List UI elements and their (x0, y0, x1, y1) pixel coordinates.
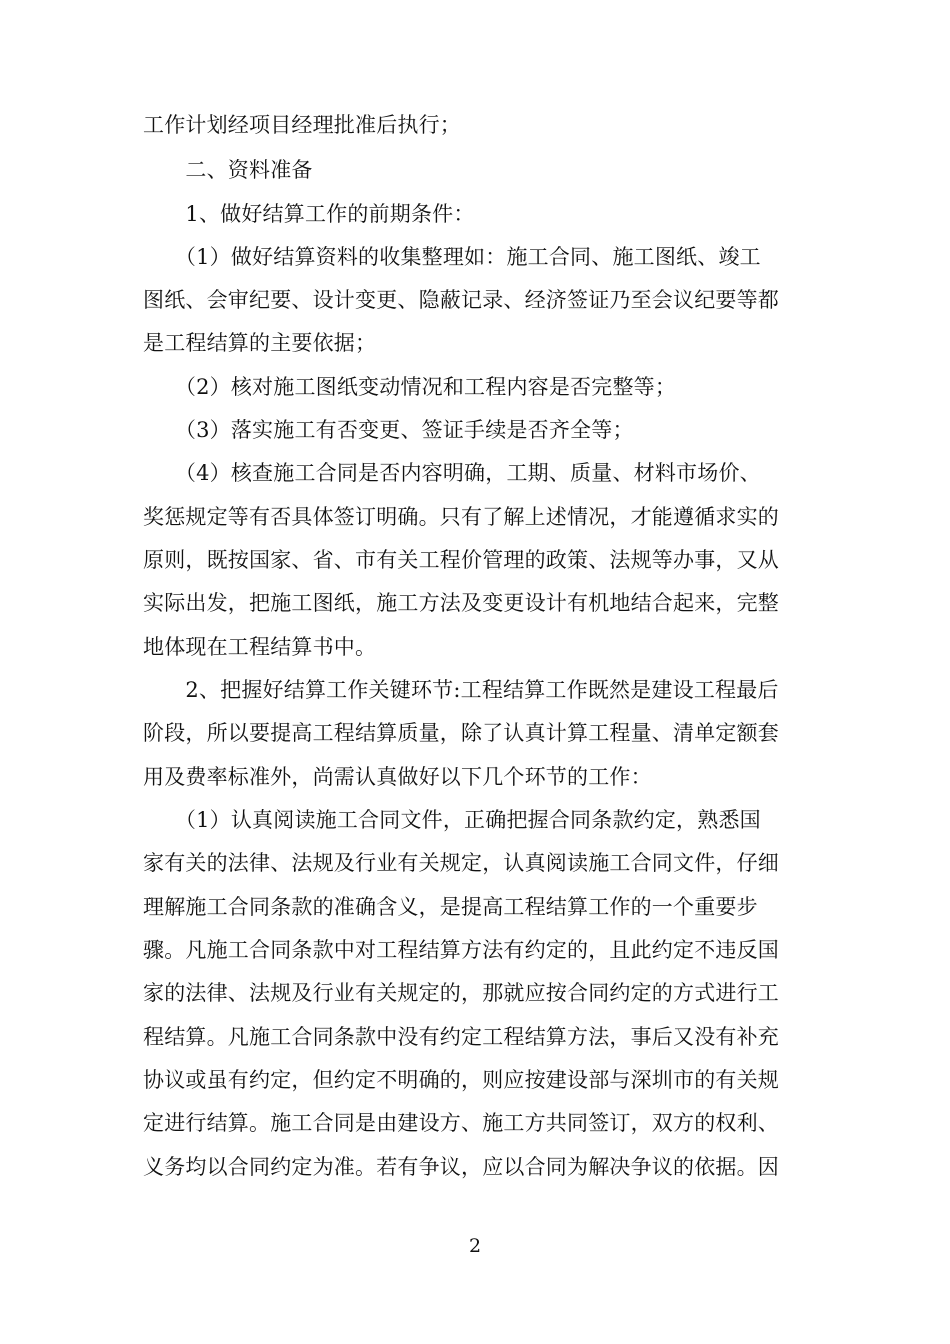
text-line: （4）核查施工合同是否内容明确，工期、质量、材料市场价、 (143, 461, 761, 485)
text-line: 骤。凡施工合同条款中对工程结算方法有约定的，且此约定不违反国 (143, 938, 779, 962)
text-line: 家有关的法律、法规及行业有关规定，认真阅读施工合同文件，仔细 (143, 851, 779, 875)
text-line: 定进行结算。施工合同是由建设方、施工方共同签订，双方的权利、 (143, 1111, 779, 1135)
text-line: 工作计划经项目经理批准后执行； (143, 113, 461, 137)
text-line: （2）核对施工图纸变动情况和工程内容是否完整等； (143, 375, 677, 399)
text-line: 用及费率标准外，尚需认真做好以下几个环节的工作： (143, 765, 652, 789)
subsection-heading: 2、把握好结算工作关键环节:工程结算工作既然是建设工程最后 (143, 678, 779, 702)
text-line: （3）落实施工有否变更、签证手续是否齐全等； (143, 418, 634, 442)
text-line: 阶段，所以要提高工程结算质量，除了认真计算工程量、清单定额套 (143, 721, 779, 745)
text-line: 地体现在工程结算书中。 (143, 635, 377, 659)
text-line: 程结算。凡施工合同条款中没有约定工程结算方法，事后又没有补充 (143, 1025, 779, 1049)
text-line: 协议或虽有约定，但约定不明确的，则应按建设部与深圳市的有关规 (143, 1068, 779, 1092)
text-line: 是工程结算的主要依据； (143, 331, 377, 355)
text-line: 实际出发，把施工图纸，施工方法及变更设计有机地结合起来，完整 (143, 591, 779, 615)
text-line: 家的法律、法规及行业有关规定的，那就应按合同约定的方式进行工 (143, 981, 779, 1005)
text-line: （1）做好结算资料的收集整理如：施工合同、施工图纸、竣工 (143, 245, 761, 269)
text-line: 义务均以合同约定为准。若有争议，应以合同为解决争议的依据。因 (143, 1155, 779, 1179)
text-line: 理解施工合同条款的准确含义，是提高工程结算工作的一个重要步 (143, 895, 758, 919)
page-number: 2 (468, 1235, 482, 1257)
section-heading: 二、资料准备 (143, 158, 313, 182)
text-line: 原则，既按国家、省、市有关工程价管理的政策、法规等办事，又从 (143, 548, 779, 572)
text-line: 奖惩规定等有否具体签订明确。只有了解上述情况，才能遵循求实的 (143, 505, 779, 529)
subsection-heading: 1、做好结算工作的前期条件： (143, 202, 475, 226)
text-line: 图纸、会审纪要、设计变更、隐蔽记录、经济签证乃至会议纪要等都 (143, 288, 779, 312)
text-line: （1）认真阅读施工合同文件，正确把握合同条款约定，熟悉国 (143, 808, 761, 832)
